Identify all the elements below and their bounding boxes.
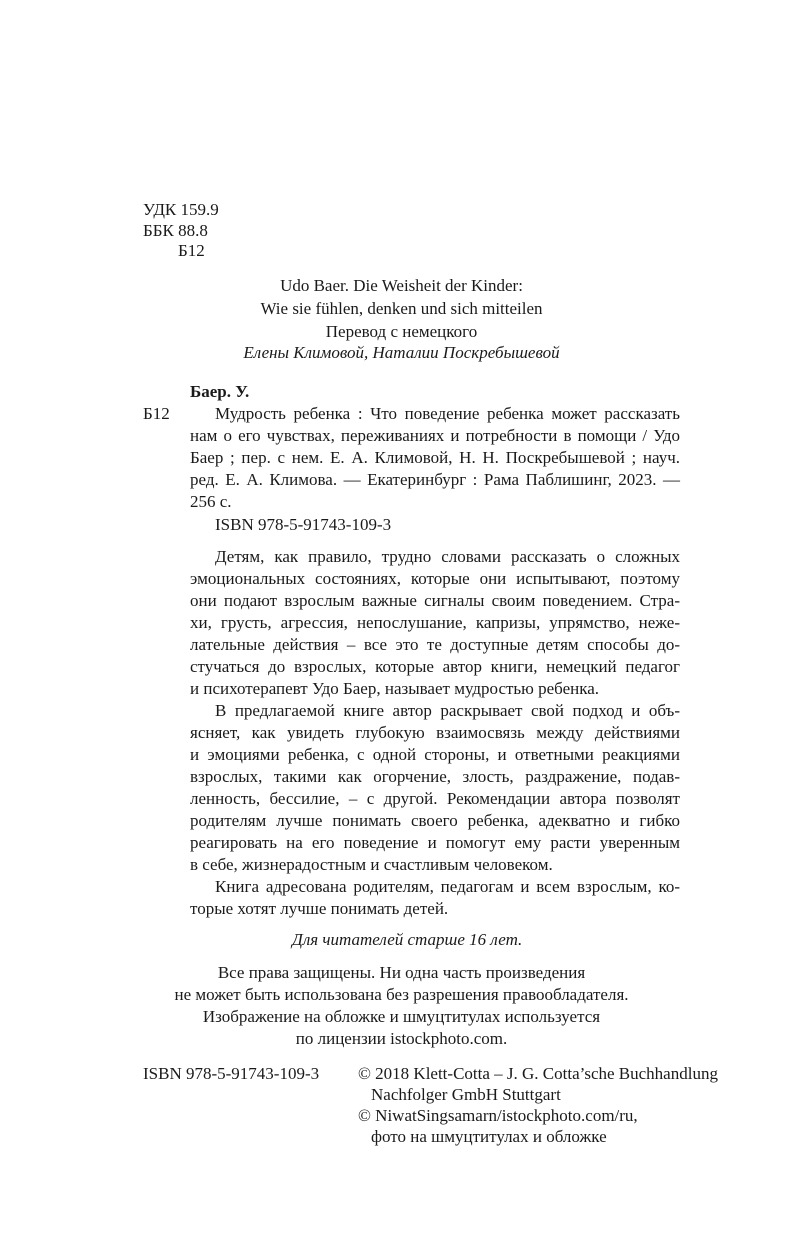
age-rating: Для читателей старше 16 лет. — [292, 930, 523, 949]
copyright-line: © 2018 Klett-Cotta – J. G. Cotta’sche Buchhandlung — [358, 1064, 718, 1083]
annotation-line: В предлагаемой книге автор раскрывает свой подход и объ- — [215, 701, 680, 720]
translators: Елены Климовой, Наталии Поскребышевой — [243, 343, 560, 362]
annotation-line: реагировать на его поведение и помогут ему расти уверенным — [190, 833, 680, 852]
annotation-line: стучаться до взрослых, которые автор книги, немецкий педагог — [190, 657, 680, 676]
annotation-line: взрослых, такими как огорчение, злость, раздражение, подав- — [190, 767, 680, 786]
original-title-line2: Wie sie fühlen, denken und sich mitteilen — [260, 299, 543, 318]
bib-line: Мудрость ребенка : Что поведение ребенка может рассказать — [215, 404, 680, 423]
annotation-line: эмоциональных состояниях, которые они испытывают, поэтому — [190, 569, 680, 588]
bib-line: ред. Е. А. Климова. — Екатеринбург : Рама Паблишинг, 2023. — — [190, 470, 680, 489]
annotation-line: лательные действия – все это те доступные детям способы до- — [190, 635, 680, 654]
annotation-line: родителям лучше понимать своего ребенка, адекватно и гибко — [190, 811, 680, 830]
bib-mark: Б12 — [143, 404, 170, 423]
annotation-line: ленность, бессилие, – с другой. Рекомендации автора позволят — [190, 789, 680, 808]
annotation-line: Книга адресована родителям, педагогам и всем взрослым, ко- — [215, 877, 680, 896]
annotation-line: в себе, жизнерадостным и счастливым человеком. — [190, 855, 553, 874]
rights-line: не может быть использована без разрешения правообладателя. — [174, 985, 629, 1004]
bib-isbn: ISBN 978-5-91743-109-3 — [215, 515, 392, 534]
annotation-line: торые хотят лучше понимать детей. — [190, 899, 449, 918]
rights-line: по лицензии istockphoto.com. — [295, 1029, 508, 1048]
rights-line: Изображение на обложке и шмуцтитулах используется — [202, 1007, 601, 1026]
translation-label: Перевод с немецкого — [325, 322, 478, 341]
annotation-line: они подают взрослым важные сигналы своим поведением. Стра- — [190, 591, 680, 610]
rights-line: Все права защищены. Ни одна часть произведения — [217, 963, 586, 982]
footer-isbn: ISBN 978-5-91743-109-3 — [143, 1064, 320, 1083]
annotation-line: ясняет, как увидеть глубокую взаимосвязь между действиями — [190, 723, 680, 742]
bib-line: 256 с. — [190, 492, 232, 511]
bib-line: Баер ; пер. с нем. Е. А. Климовой, Н. Н. Поскребышевой ; науч. — [190, 448, 680, 467]
bib-author: Баер. У. — [190, 382, 250, 401]
copyright-line: Nachfolger GmbH Stuttgart — [371, 1085, 561, 1104]
udk-code: УДК 159.9 — [143, 200, 219, 219]
annotation-line: и психотерапевт Удо Баер, называет мудростью ребенка. — [190, 679, 600, 698]
author-mark: Б12 — [178, 241, 205, 260]
annotation-line: хи, грусть, агрессия, непослушание, капризы, упрямство, неже- — [190, 613, 680, 632]
copyright-line: фото на шмуцтитулах и обложке — [371, 1127, 607, 1146]
annotation-line: и эмоциями ребенка, с одной стороны, и ответными реакциями — [190, 745, 680, 764]
copyright-line: © NiwatSingsamarn/istockphoto.com/ru, — [358, 1106, 638, 1125]
annotation-line: Детям, как правило, трудно словами рассказать о сложных — [215, 547, 680, 566]
bib-line: нам о его чувствах, переживаниях и потребности в помощи / Удо — [190, 426, 680, 445]
bbk-code: ББК 88.8 — [143, 221, 208, 240]
original-title-line1: Udo Baer. Die Weisheit der Kinder: — [280, 276, 523, 295]
